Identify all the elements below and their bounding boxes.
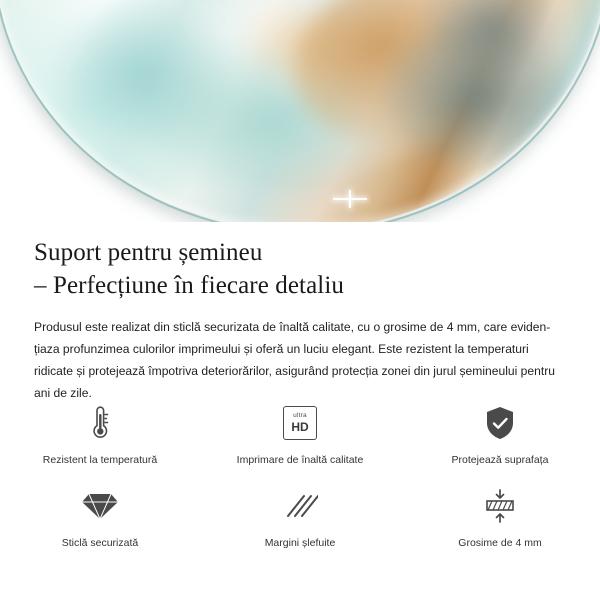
feature-item-polished-edges	[200, 486, 400, 550]
hero-image	[0, 0, 600, 222]
thickness-4mm-icon	[482, 486, 518, 526]
polished-edges-icon	[282, 486, 318, 526]
feature-item-print-quality	[200, 403, 400, 467]
thermometer-icon	[83, 403, 117, 443]
feature-item-tempered-glass	[0, 486, 200, 550]
text-block	[0, 222, 600, 404]
feature-label-tempered-glass: Sticlă securizată	[61, 537, 139, 549]
page-title-line-2: – Perfecțiune în fiecare detaliu	[34, 272, 344, 299]
feature-item-surface-protection	[400, 403, 600, 467]
feature-label-thickness: Grosime de 4 mm	[458, 537, 542, 549]
marble-print-surface	[0, 0, 600, 222]
ultra-hd-badge-bottom: HD	[291, 419, 309, 434]
feature-item-temperature	[0, 403, 200, 467]
feature-label-print-quality: Imprimare de înaltă calitate	[236, 454, 364, 466]
feature-grid	[0, 403, 600, 569]
feature-label-temperature: Rezistent la temperatură	[42, 454, 158, 466]
page-title-line-1: Suport pentru șemineu	[34, 239, 263, 266]
page-title	[0, 222, 600, 302]
feature-label-polished-edges: Margini șlefuite	[264, 537, 336, 549]
ultra-hd-badge-top: ultra	[293, 412, 307, 420]
feature-label-surface-protection: Protejează suprafața	[451, 454, 549, 466]
feature-item-thickness	[400, 486, 600, 550]
diamond-icon	[81, 486, 119, 526]
ultra-hd-icon	[283, 403, 317, 443]
shield-check-icon	[483, 403, 517, 443]
product-description: Produsul este realizat din sticlă securizata de înaltă calitate, cu o grosime de 4 mm, care eviden-țiaza profunzimea culorilor imprimeului și oferă un luciu elegant. Este rezistent la temperaturi ridicate și protejează împotriva deteriorărilor, asigurând protecția zonei din jurul șemineului pentru ani de zile.	[34, 320, 555, 400]
